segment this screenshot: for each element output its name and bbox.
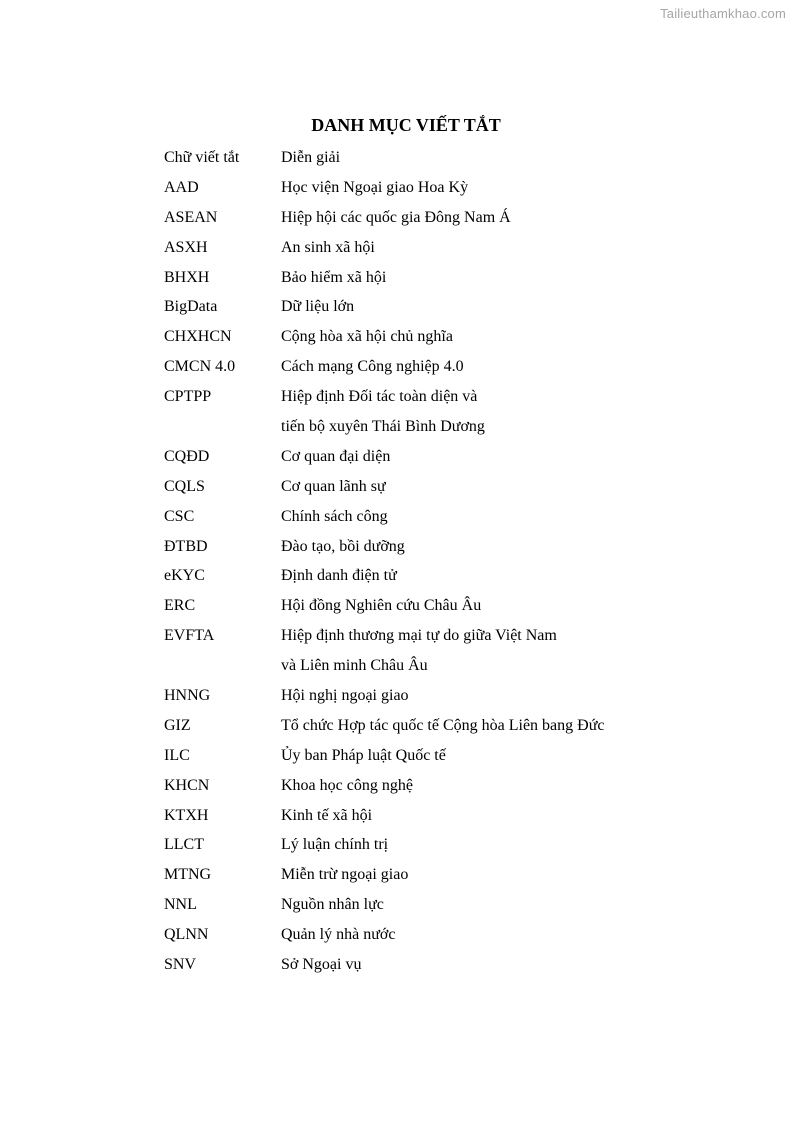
abbreviation: SNV <box>164 956 197 974</box>
list-item <box>164 173 724 203</box>
list-item <box>164 890 724 920</box>
abbreviation: LLCT <box>164 836 204 854</box>
abbreviation: CQLS <box>164 477 205 495</box>
list-item <box>164 472 724 502</box>
description: và Liên minh Châu Âu <box>281 657 428 675</box>
list-item <box>164 920 724 950</box>
list-item <box>164 950 724 980</box>
description: Hiệp định thương mại tự do giữa Việt Nam <box>281 627 557 645</box>
abbreviation: eKYC <box>164 567 205 585</box>
abbreviation: CQĐD <box>164 447 210 465</box>
abbreviation: HNNG <box>164 687 211 705</box>
description: Cách mạng Công nghiệp 4.0 <box>281 358 464 376</box>
list-item <box>164 830 724 860</box>
page-title: DANH MỤC VIẾT TẮT <box>311 115 501 135</box>
list-item <box>164 651 724 681</box>
abbreviation: QLNN <box>164 926 209 944</box>
list-item <box>164 801 724 831</box>
list-item <box>164 741 724 771</box>
list-item <box>164 263 724 293</box>
abbreviation: ĐTBD <box>164 537 208 555</box>
description: Tổ chức Hợp tác quốc tế Cộng hòa Liên bang Đức <box>281 716 605 734</box>
list-item <box>164 412 724 442</box>
abbreviation: KTXH <box>164 806 209 824</box>
description: Hiệp định Đối tác toàn diện và <box>281 388 478 406</box>
list-item <box>164 771 724 801</box>
list-item <box>164 561 724 591</box>
header-description: Diễn giải <box>281 149 341 166</box>
watermark: Tailieuthamkhao.com <box>660 6 786 21</box>
list-header <box>164 143 724 173</box>
description: Cộng hòa xã hội chủ nghĩa <box>281 328 453 346</box>
abbreviation: ASEAN <box>164 208 218 226</box>
list-item <box>164 860 724 890</box>
description: Hiệp hội các quốc gia Đông Nam Á <box>281 208 511 226</box>
description: Chính sách công <box>281 507 388 525</box>
list-item <box>164 681 724 711</box>
abbreviation: CHXHCN <box>164 328 232 346</box>
abbreviation: ASXH <box>164 238 208 256</box>
header-abbreviation: Chữ viết tắt <box>164 149 240 166</box>
abbreviation: KHCN <box>164 776 210 794</box>
list-item <box>164 502 724 532</box>
description: Hội nghị ngoại giao <box>281 687 409 705</box>
description: Hội đồng Nghiên cứu Châu Âu <box>281 597 482 615</box>
list-item <box>164 233 724 263</box>
description: Cơ quan lãnh sự <box>281 477 386 495</box>
abbreviation: BigData <box>164 298 218 316</box>
abbreviation: BHXH <box>164 268 210 286</box>
abbreviation: AAD <box>164 178 199 196</box>
list-item <box>164 532 724 562</box>
description: Cơ quan đại diện <box>281 447 391 465</box>
abbreviation: CMCN 4.0 <box>164 358 236 376</box>
description: Đào tạo, bồi dưỡng <box>281 537 405 555</box>
description: Nguồn nhân lực <box>281 896 384 914</box>
description: Ủy ban Pháp luật Quốc tế <box>281 746 446 764</box>
list-item <box>164 292 724 322</box>
description: Sở Ngoại vụ <box>281 956 362 974</box>
description: Miễn trừ ngoại giao <box>281 866 409 884</box>
abbreviation: GIZ <box>164 716 191 734</box>
list-item <box>164 382 724 412</box>
abbreviation: NNL <box>164 896 197 914</box>
abbreviation: EVFTA <box>164 627 215 645</box>
abbreviation: ILC <box>164 746 190 764</box>
list-item <box>164 352 724 382</box>
list-item <box>164 322 724 352</box>
abbreviation: MTNG <box>164 866 212 884</box>
description: Quản lý nhà nước <box>281 926 396 944</box>
list-item <box>164 621 724 651</box>
description: Khoa học công nghệ <box>281 776 413 794</box>
description: Định danh điện tử <box>281 567 397 585</box>
description: Kinh tế xã hội <box>281 806 373 824</box>
description: tiến bộ xuyên Thái Bình Dương <box>281 418 485 436</box>
description: Học viện Ngoại giao Hoa Kỳ <box>281 178 469 196</box>
description: Bảo hiểm xã hội <box>281 268 387 286</box>
abbreviation-list <box>164 143 724 980</box>
list-item <box>164 442 724 472</box>
list-item <box>164 591 724 621</box>
description: Dữ liệu lớn <box>281 298 355 316</box>
list-item <box>164 711 724 741</box>
description: Lý luận chính trị <box>281 836 389 854</box>
list-item <box>164 203 724 233</box>
abbreviation: CSC <box>164 507 195 525</box>
abbreviation: CPTPP <box>164 388 212 406</box>
description: An sinh xã hội <box>281 238 375 256</box>
abbreviation: ERC <box>164 597 196 615</box>
